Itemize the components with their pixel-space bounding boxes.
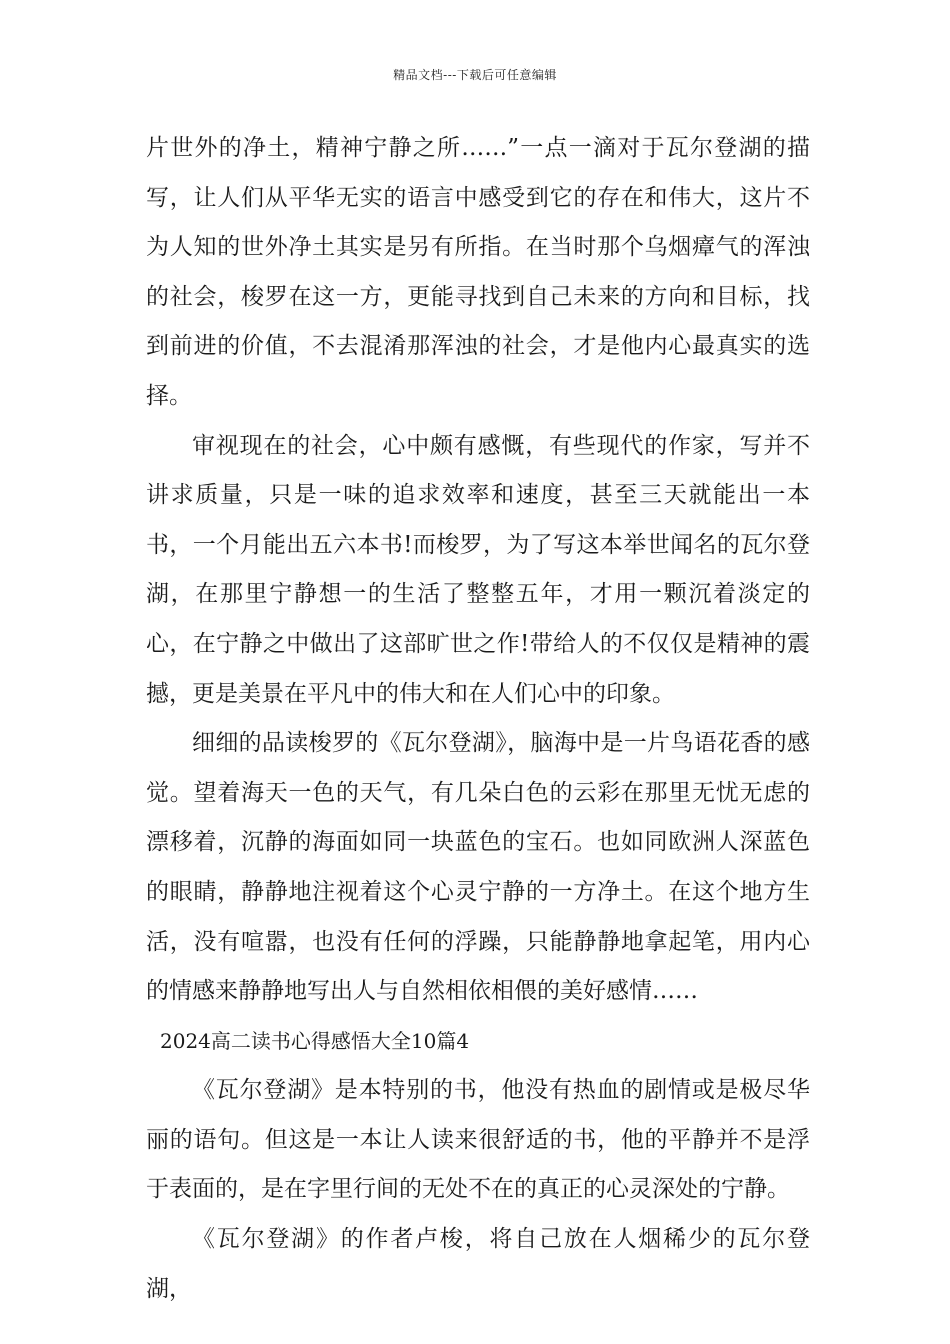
document-body bbox=[146, 124, 810, 1314]
paragraph-2: 审视现在的社会，心中颇有感慨，有些现代的作家，写并不讲求质量，只是一味的追求效率和速度，甚至三天就能出一本书，一个月能出五六本书!而梭罗，为了写这本举世闻名的瓦尔登湖，在那里宁静想一的生活了整整五年，才用一颗沉着淡定的心，在宁静之中做出了这部旷世之作!带给人的不仅仅是精神的震撼，更是美景在平凡中的伟大和在人们心中的印象。 bbox=[146, 432, 810, 707]
section-heading: 2024高二读书心得感悟大全10篇4 bbox=[160, 1028, 470, 1053]
paragraph-4: 《瓦尔登湖》是本特别的书，他没有热血的剧情或是极尽华丽的语句。但这是一本让人读来很舒适的书，他的平静并不是浮于表面的，是在字里行间的无处不在的真正的心灵深处的宁静。 bbox=[146, 1077, 810, 1203]
paragraph-5: 《瓦尔登湖》的作者卢梭，将自己放在人烟稀少的瓦尔登湖， bbox=[146, 1226, 810, 1302]
paragraph-3: 细细的品读梭罗的《瓦尔登湖》，脑海中是一片鸟语花香的感觉。望着海天一色的天气，有几朵白色的云彩在那里无忧无虑的漂移着，沉静的海面如同一块蓝色的宝石。也如同欧洲人深蓝色的眼睛，静静地注视着这个心灵宁静的一方净土。在这个地方生活，没有喧嚣，也没有任何的浮躁，只能静静地拿起笔，用内心的情感来静静地写出人与自然相依相偎的美好感情…… bbox=[146, 730, 810, 1005]
paragraph-1: 片世外的净土，精神宁静之所……”一点一滴对于瓦尔登湖的描写，让人们从平华无实的语言中感受到它的存在和伟大，这片不为人知的世外净土其实是另有所指。在当时那个乌烟瘴气的浑浊的社会，梭罗在这一方，更能寻找到自己未来的方向和目标，找到前进的价值，不去混淆那浑浊的社会，才是他内心最真实的选择。 bbox=[146, 135, 810, 409]
page-header: 精品文档---下载后可任意编辑 bbox=[393, 68, 557, 82]
